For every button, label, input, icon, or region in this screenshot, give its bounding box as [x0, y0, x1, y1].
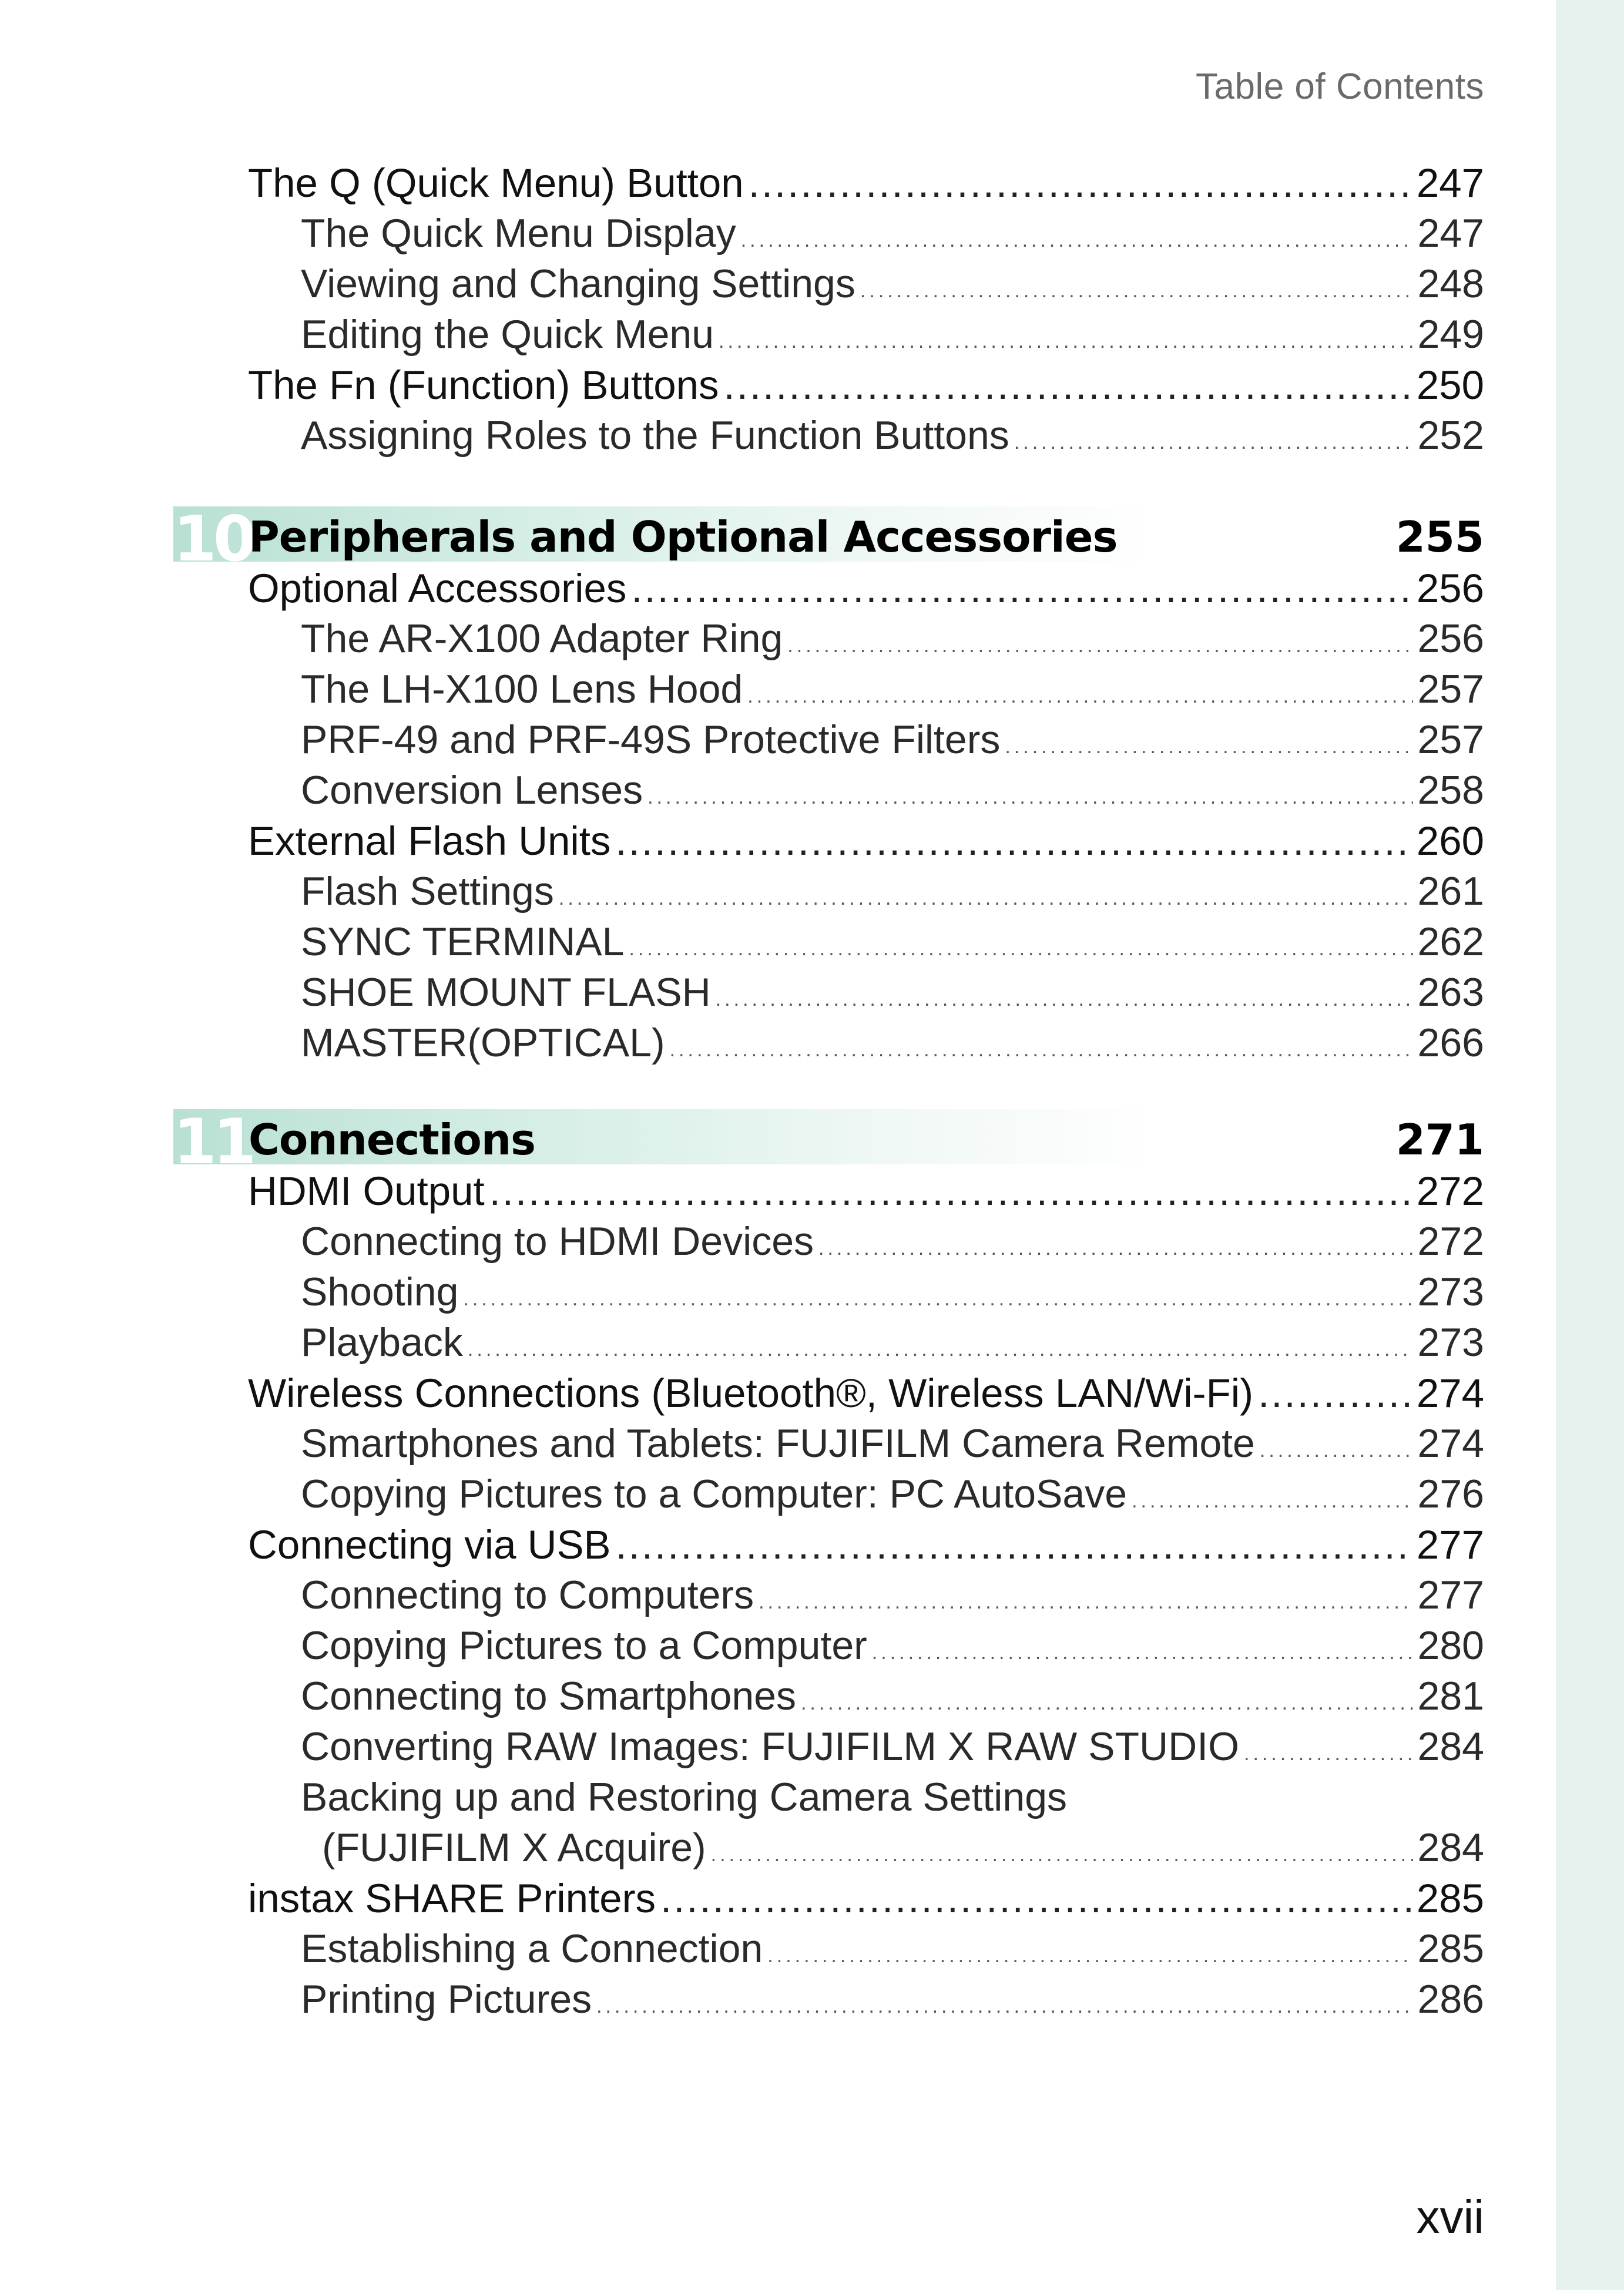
dot-leader	[801, 1692, 1413, 1715]
toc-entry-optional-accessories[interactable]	[0, 565, 1484, 612]
dot-leader	[647, 786, 1412, 809]
toc-entry-flash-settings[interactable]	[0, 868, 1484, 914]
chapter-page: 271	[1395, 1115, 1484, 1164]
toc-entry-fujifilm-x-acquire[interactable]	[0, 1825, 1484, 1871]
dot-leader	[749, 160, 1412, 206]
toc-entry-title: instax SHARE Printers	[248, 1876, 656, 1921]
toc-entry-title: Copying Pictures to a Computer	[301, 1623, 867, 1668]
chapter-page: 255	[1395, 512, 1484, 562]
page-number: xvii	[1416, 2191, 1484, 2243]
dot-leader	[596, 1995, 1412, 2018]
dot-leader	[559, 887, 1413, 910]
toc-entry-title: The Quick Menu Display	[301, 211, 736, 256]
toc-entry-title: (FUJIFILM X Acquire)	[322, 1825, 706, 1870]
toc-entry-conversion-lenses[interactable]	[0, 767, 1484, 813]
toc-entry-page: 249	[1417, 312, 1484, 357]
chapter-title: Connections	[249, 1115, 536, 1164]
chapter-11-header[interactable]	[173, 1106, 1484, 1178]
dot-leader	[724, 362, 1412, 408]
toc-entry-quick-menu-button[interactable]	[0, 160, 1484, 206]
toc-entry-page: 258	[1417, 768, 1484, 812]
dot-leader	[660, 1875, 1412, 1922]
toc-entry-connecting-to-computers[interactable]	[0, 1572, 1484, 1618]
toc-entry-printing-pictures[interactable]	[0, 1976, 1484, 2022]
dot-leader	[1014, 431, 1413, 454]
toc-entry-title: Connecting to HDMI Devices	[301, 1219, 814, 1264]
toc-entry-page: 252	[1417, 413, 1484, 458]
toc-entry-page: 274	[1417, 1421, 1484, 1466]
toc-entry-page: 261	[1417, 869, 1484, 914]
toc-entry-viewing-changing-settings[interactable]	[0, 261, 1484, 307]
toc-entry-page: 276	[1417, 1472, 1484, 1516]
toc-entry-title: HDMI Output	[248, 1168, 485, 1214]
toc-entry-title: Establishing a Connection	[301, 1926, 763, 1971]
toc-entry-establishing-connection[interactable]	[0, 1926, 1484, 1972]
running-head: Table of Contents	[1195, 66, 1484, 107]
dot-leader	[872, 1641, 1413, 1664]
toc-entry-master-optical[interactable]	[0, 1020, 1484, 1066]
toc-entry-title: Viewing and Changing Settings	[301, 261, 855, 306]
toc-entry-title: Flash Settings	[301, 869, 554, 914]
dot-leader	[787, 634, 1412, 657]
dot-leader	[818, 1237, 1413, 1260]
toc-entry-backing-up-restoring[interactable]: Backing up and Restoring Camera Settings	[301, 1775, 1068, 1819]
dot-leader	[670, 1039, 1413, 1062]
dot-leader	[631, 565, 1412, 612]
toc-entry-title: Optional Accessories	[248, 566, 627, 611]
toc-entry-title: The Fn (Function) Buttons	[248, 362, 719, 408]
toc-entry-title: Assigning Roles to the Function Buttons	[301, 413, 1009, 458]
toc-entry-title: Smartphones and Tablets: FUJIFILM Camera Remote	[301, 1421, 1255, 1466]
toc-entry-assigning-roles[interactable]	[0, 412, 1484, 458]
toc-entry-sync-terminal[interactable]	[0, 919, 1484, 965]
toc-entry-title: Playback	[301, 1320, 463, 1365]
toc-entry-page: 277	[1417, 1573, 1484, 1617]
toc-entry-quick-menu-display[interactable]	[0, 210, 1484, 256]
toc-entry-copying-pictures[interactable]	[0, 1623, 1484, 1668]
dot-leader	[463, 1288, 1412, 1311]
toc-entry-title: External Flash Units	[248, 818, 611, 864]
toc-entry-hdmi-output[interactable]	[0, 1168, 1484, 1214]
toc-entry-page: 286	[1417, 1977, 1484, 2022]
toc-entry-page: 256	[1416, 566, 1484, 611]
toc-entry-editing-quick-menu[interactable]	[0, 311, 1484, 357]
toc-entry-page: 262	[1417, 919, 1484, 964]
dot-leader	[629, 938, 1412, 961]
dot-leader	[711, 1844, 1413, 1866]
dot-leader	[1244, 1742, 1413, 1765]
toc-entry-title: PRF-49 and PRF-49S Protective Filters	[301, 717, 1001, 762]
toc-entry-page: 250	[1416, 362, 1484, 408]
dot-leader	[1132, 1490, 1412, 1513]
toc-entry-title: Editing the Quick Menu	[301, 312, 714, 357]
toc-entry-page: 257	[1417, 717, 1484, 762]
chapter-number: 10	[173, 503, 253, 575]
toc-entry-title: Printing Pictures	[301, 1977, 592, 2022]
toc-entry-page: 280	[1417, 1623, 1484, 1668]
toc-entry-lens-hood[interactable]	[0, 666, 1484, 712]
toc-entry-smartphones-tablets[interactable]	[0, 1421, 1484, 1466]
toc-entry-adapter-ring[interactable]	[0, 616, 1484, 662]
toc-entry-page: 285	[1416, 1876, 1484, 1921]
toc-entry-page: 277	[1416, 1522, 1484, 1567]
toc-entry-protective-filters[interactable]	[0, 717, 1484, 763]
toc-entry-title: SYNC TERMINAL	[301, 919, 625, 964]
toc-entry-page: 256	[1417, 616, 1484, 661]
toc-entry-title: The AR-X100 Adapter Ring	[301, 616, 783, 661]
toc-entry-title: Connecting to Computers	[301, 1573, 754, 1617]
dot-leader	[716, 988, 1413, 1011]
toc-entry-page: 281	[1417, 1674, 1484, 1718]
dot-leader	[468, 1338, 1413, 1361]
toc-entry-connecting-via-usb[interactable]	[0, 1522, 1484, 1568]
toc-entry-instax-share-printers[interactable]	[0, 1875, 1484, 1922]
toc-entry-title: Converting RAW Images: FUJIFILM X RAW STUDIO	[301, 1724, 1240, 1769]
dot-leader	[1260, 1439, 1413, 1462]
toc-entry-page: 260	[1416, 818, 1484, 864]
dot-leader	[741, 229, 1413, 252]
toc-entry-page: 263	[1417, 970, 1484, 1015]
toc-entry-title: Connecting to Smartphones	[301, 1674, 796, 1718]
toc-entry-title: Copying Pictures to a Computer: PC AutoSave	[301, 1472, 1128, 1516]
toc-entry-playback[interactable]	[0, 1319, 1484, 1365]
toc-entry-page: 266	[1417, 1020, 1484, 1065]
toc-entry-title: Wireless Connections (Bluetooth®, Wireless LAN/Wi-Fi)	[248, 1371, 1254, 1416]
toc-entry-page: 284	[1417, 1825, 1484, 1870]
toc-entry-title: The Q (Quick Menu) Button	[248, 160, 744, 206]
dot-leader	[719, 330, 1412, 353]
toc-entry-pc-autosave[interactable]	[0, 1471, 1484, 1517]
toc-entry-fn-buttons[interactable]	[0, 362, 1484, 408]
chapter-title: Peripherals and Optional Accessories	[249, 512, 1118, 562]
toc-entry-title: MASTER(OPTICAL)	[301, 1020, 665, 1065]
toc-entry-title: SHOE MOUNT FLASH	[301, 970, 711, 1015]
dot-leader	[767, 1945, 1412, 1967]
toc-entry-connecting-hdmi-devices[interactable]	[0, 1218, 1484, 1264]
toc-entry-connecting-to-smartphones[interactable]	[0, 1673, 1484, 1719]
dot-leader	[759, 1591, 1412, 1614]
toc-entry-external-flash-units[interactable]	[0, 818, 1484, 864]
dot-leader	[615, 818, 1411, 864]
dot-leader	[1258, 1370, 1412, 1416]
toc-entry-page: 273	[1417, 1320, 1484, 1365]
dot-leader	[747, 685, 1412, 708]
toc-entry-page: 248	[1417, 261, 1484, 306]
toc-entry-page: 247	[1417, 211, 1484, 256]
toc-entry-page: 257	[1417, 667, 1484, 711]
toc-entry-page: 284	[1417, 1724, 1484, 1769]
chapter-10-header[interactable]	[173, 503, 1484, 575]
toc-entry-converting-raw-images[interactable]	[0, 1724, 1484, 1769]
dot-leader	[860, 280, 1413, 303]
toc-entry-title: Shooting	[301, 1270, 459, 1314]
toc-entry-title: The LH-X100 Lens Hood	[301, 667, 743, 711]
toc-entry-shooting[interactable]	[0, 1269, 1484, 1315]
toc-entry-page: 247	[1416, 160, 1484, 206]
dot-leader	[1005, 736, 1412, 758]
dot-leader	[616, 1522, 1412, 1568]
toc-entry-wireless-connections[interactable]	[0, 1370, 1484, 1416]
side-color-strip	[1556, 0, 1624, 2290]
toc-entry-page: 272	[1417, 1219, 1484, 1264]
chapter-number: 11	[173, 1106, 253, 1178]
toc-entry-shoe-mount-flash[interactable]	[0, 969, 1484, 1015]
toc-entry-title: Connecting via USB	[248, 1522, 611, 1567]
toc-entry-page: 273	[1417, 1270, 1484, 1314]
toc-entry-page: 274	[1416, 1371, 1484, 1416]
toc-entry-title: Conversion Lenses	[301, 768, 643, 812]
toc-entry-page: 285	[1417, 1926, 1484, 1971]
dot-leader	[489, 1168, 1412, 1214]
toc-entry-page: 272	[1416, 1168, 1484, 1214]
